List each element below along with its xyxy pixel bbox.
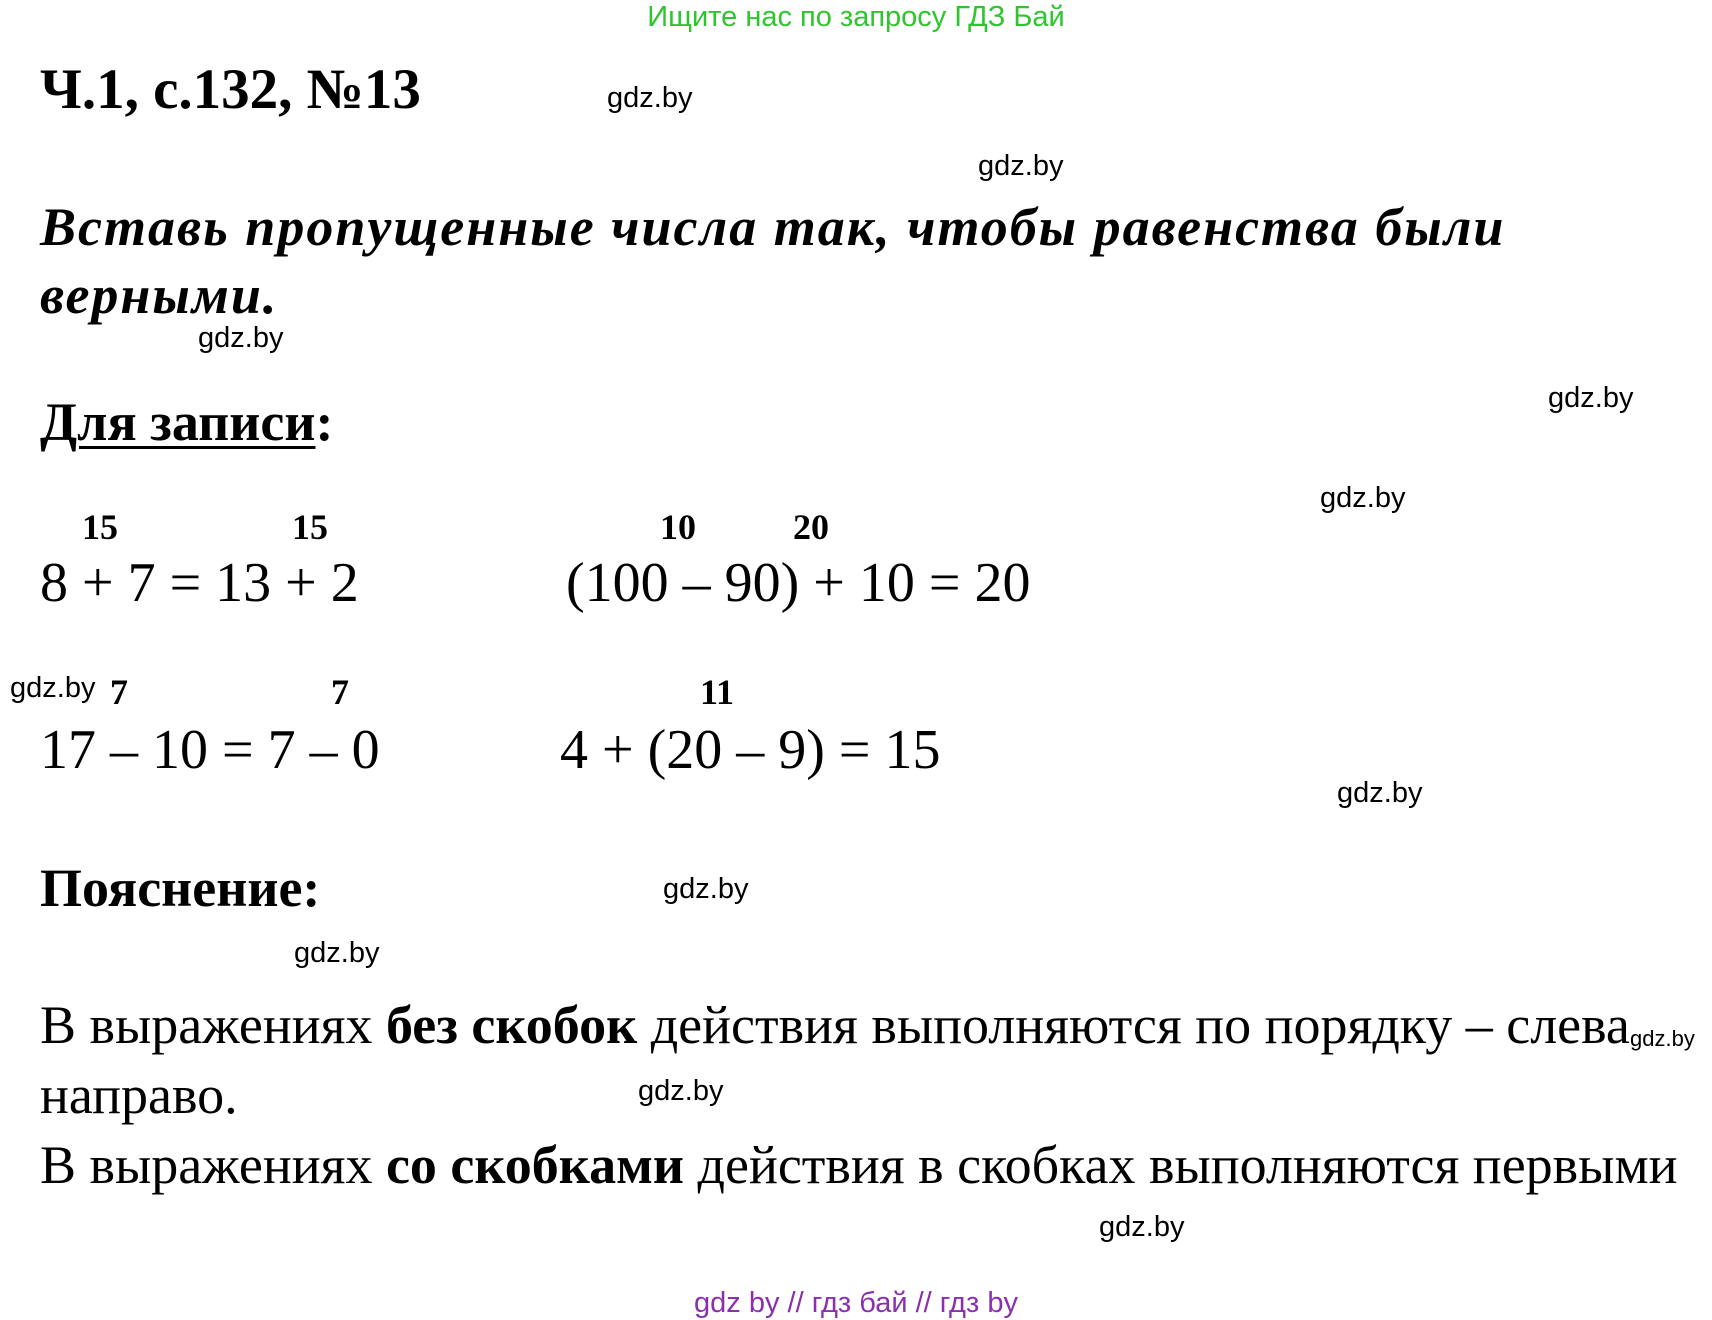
explanation-text: [40, 990, 1700, 1200]
watermark: gdz.by: [607, 82, 693, 114]
annotation: 11: [700, 672, 735, 712]
watermark: gdz.by: [10, 672, 96, 704]
annotation: 7: [110, 672, 128, 712]
watermark: gdz.by: [294, 937, 380, 969]
text-span: действия выполняются по порядку – слева направо.: [40, 995, 1630, 1125]
watermark: gdz.by: [1099, 1211, 1185, 1243]
page-title: Ч.1, с.132, №13: [40, 58, 421, 121]
text-span: В выражениях: [40, 1135, 386, 1195]
text-span: В выражениях: [40, 995, 386, 1055]
explanation-paragraph: [40, 1130, 1700, 1200]
record-label: Для записи: [40, 392, 316, 452]
watermark: gdz.by: [1320, 482, 1406, 514]
top-banner[interactable]: Ищите нас по запросу ГДЗ Бай: [647, 1, 1065, 33]
annotation: 15: [292, 507, 328, 547]
task-text: Вставь пропущенные числа так, чтобы равенства были верными.: [40, 197, 1506, 325]
equation: 4 + (20 – 9) = 15: [560, 719, 941, 781]
watermark: gdz.by: [663, 873, 749, 905]
annotation: 10: [660, 507, 696, 547]
watermark: gdz.by: [198, 322, 284, 354]
footer-links[interactable]: gdz by // гдз бай // гдз by: [694, 1287, 1018, 1319]
watermark: gdz.by: [638, 1075, 724, 1107]
annotation: 7: [331, 672, 349, 712]
record-colon: :: [315, 392, 334, 452]
equation: 8 + 7 = 13 + 2: [40, 552, 359, 614]
bold-span: без скобок: [385, 995, 638, 1055]
watermark: gdz.by: [978, 150, 1064, 182]
record-section-heading: [40, 392, 333, 452]
watermark: gdz.by: [1548, 382, 1634, 414]
bold-span: со скобками: [385, 1135, 684, 1195]
annotation: 20: [793, 507, 829, 547]
equation: 17 – 10 = 7 – 0: [40, 719, 380, 781]
text-span: действия в скобках выполняются первыми: [684, 1135, 1678, 1195]
watermark: gdz.by: [1630, 1026, 1695, 1051]
annotation: 15: [82, 507, 118, 547]
explanation-heading: Пояснение:: [40, 858, 321, 918]
explanation-paragraph: [40, 990, 1700, 1130]
equation: (100 – 90) + 10 = 20: [566, 552, 1031, 614]
watermark: gdz.by: [1337, 777, 1423, 809]
